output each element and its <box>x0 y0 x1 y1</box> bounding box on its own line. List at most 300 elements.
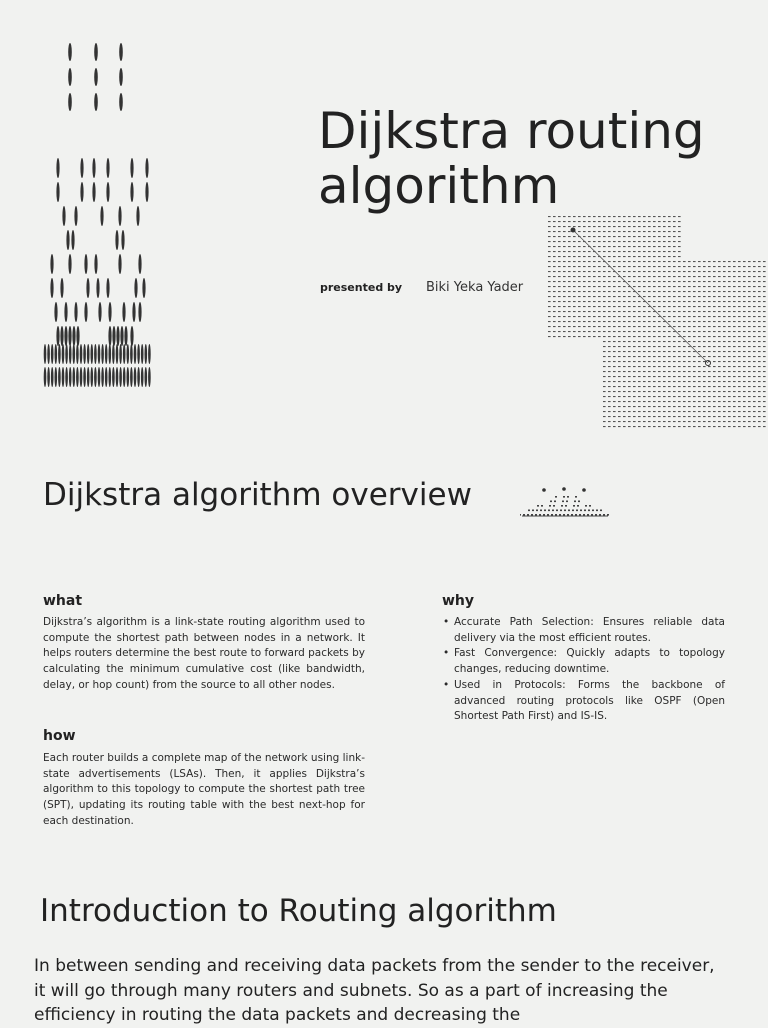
decor-dot <box>553 311 556 312</box>
decor-dot <box>713 361 716 362</box>
decor-dot <box>678 326 681 327</box>
decor-dot <box>668 311 671 312</box>
decor-dot <box>738 406 741 407</box>
decor-dot <box>553 296 556 297</box>
decor-dot <box>568 301 571 302</box>
decor-dot <box>548 281 551 282</box>
decor-dot <box>703 376 706 377</box>
decor-dot <box>558 336 561 337</box>
decor-dot <box>618 226 621 227</box>
decor-dot <box>561 505 563 507</box>
decor-ellipse <box>80 344 83 364</box>
decor-dot <box>613 261 616 262</box>
decor-dot <box>603 376 606 377</box>
decor-dot <box>663 271 666 272</box>
decor-dot <box>698 391 701 392</box>
decor-dot <box>683 386 686 387</box>
decor-dot <box>713 331 716 332</box>
decor-dot <box>633 426 636 427</box>
decor-dot <box>548 301 551 302</box>
decor-dot <box>713 296 716 297</box>
decor-dot <box>563 261 566 262</box>
decor-dot <box>618 246 621 247</box>
decor-dot <box>748 366 751 367</box>
decor-dot <box>713 346 716 347</box>
decor-ellipse <box>134 278 137 298</box>
decor-ellipse <box>68 68 72 86</box>
decor-dot <box>558 256 561 257</box>
decor-dot <box>718 336 721 337</box>
decor-dot <box>763 276 766 277</box>
decor-dot <box>628 331 631 332</box>
decor-dot <box>598 251 601 252</box>
decor-dot <box>613 376 616 377</box>
decor-dot <box>693 311 696 312</box>
decor-dot <box>548 266 551 267</box>
decor-dot <box>643 371 646 372</box>
decor-dot <box>748 346 751 347</box>
decor-dot <box>733 306 736 307</box>
decor-dot <box>713 366 716 367</box>
decor-dot <box>633 266 636 267</box>
decor-dot <box>723 331 726 332</box>
decor-dot <box>623 336 626 337</box>
decor-dot <box>743 291 746 292</box>
decor-dot <box>668 271 671 272</box>
decor-dot <box>753 266 756 267</box>
decor-dot <box>553 326 556 327</box>
decor-ellipse <box>116 344 119 364</box>
decor-dot <box>728 341 731 342</box>
decor-dot <box>713 371 716 372</box>
decor-dot <box>758 421 761 422</box>
decor-ellipse <box>148 367 151 387</box>
decor-dot <box>668 426 671 427</box>
decor-ellipse <box>105 367 108 387</box>
decor-dot <box>688 346 691 347</box>
decor-dot <box>678 216 681 217</box>
decor-dot <box>668 241 671 242</box>
decor-dot <box>713 356 716 357</box>
decor-dot <box>598 216 601 217</box>
decor-dot <box>539 514 541 516</box>
decor-dot <box>708 306 711 307</box>
decor-dot <box>658 341 661 342</box>
decor-dot <box>663 371 666 372</box>
decor-dot <box>638 256 641 257</box>
decor-dot <box>748 426 751 427</box>
decor-dot <box>553 256 556 257</box>
decor-ellipse <box>64 326 67 346</box>
decor-dot <box>563 246 566 247</box>
decor-dot <box>608 216 611 217</box>
decor-dot <box>693 316 696 317</box>
decor-dot <box>718 276 721 277</box>
decor-dot <box>758 351 761 352</box>
decor-dot <box>673 301 676 302</box>
decor-dot <box>743 381 746 382</box>
decor-dot <box>728 401 731 402</box>
decor-dot <box>563 271 566 272</box>
decor-dot <box>583 306 586 307</box>
decor-dot <box>758 301 761 302</box>
decor-dot <box>633 326 636 327</box>
decor-dot <box>713 411 716 412</box>
decor-dot <box>628 361 631 362</box>
decor-dot <box>638 221 641 222</box>
decor-dot <box>713 376 716 377</box>
decor-dot <box>673 306 676 307</box>
decor-dot <box>728 376 731 377</box>
decor-dot <box>583 301 586 302</box>
decor-dot <box>523 514 525 516</box>
decor-dot <box>608 346 611 347</box>
decor-dot <box>758 366 761 367</box>
decor-dot <box>578 271 581 272</box>
decor-dot <box>658 276 661 277</box>
decor-ellipse <box>120 326 123 346</box>
decor-dot <box>633 336 636 337</box>
decor-dot <box>678 321 681 322</box>
decor-dot <box>578 291 581 292</box>
decor-dot <box>588 316 591 317</box>
decor-dot <box>648 356 651 357</box>
decor-dot <box>673 326 676 327</box>
decor-dot <box>588 226 591 227</box>
decor-dot <box>683 391 686 392</box>
decor-dot <box>618 326 621 327</box>
decor-dot <box>613 381 616 382</box>
decor-dot <box>723 411 726 412</box>
decor-dot <box>688 421 691 422</box>
decor-dot <box>638 281 641 282</box>
decor-dot <box>658 381 661 382</box>
decor-dot <box>623 276 626 277</box>
decor-dot <box>628 271 631 272</box>
decor-dot <box>733 426 736 427</box>
decor-dot <box>608 376 611 377</box>
decor-ellipse <box>64 302 67 322</box>
decor-dot <box>598 311 601 312</box>
decor-dot <box>718 351 721 352</box>
decor-dot <box>553 286 556 287</box>
decor-dot <box>643 231 646 232</box>
decor-dot <box>593 331 596 332</box>
decor-dot <box>688 286 691 287</box>
decor-dot <box>593 321 596 322</box>
decor-dot <box>560 510 562 512</box>
decor-dot <box>703 306 706 307</box>
decor-dot <box>563 321 566 322</box>
decor-dot <box>733 416 736 417</box>
decor-dot <box>565 505 567 507</box>
decor-dot <box>588 306 591 307</box>
decor-dot <box>728 296 731 297</box>
decor-dot <box>708 381 711 382</box>
decor-dot <box>673 251 676 252</box>
decor-dot <box>573 336 576 337</box>
decor-dot <box>663 336 666 337</box>
decor-ellipse <box>92 182 95 202</box>
decor-dot <box>753 351 756 352</box>
decor-dot <box>668 341 671 342</box>
decor-dot <box>668 406 671 407</box>
decor-dot <box>563 236 566 237</box>
decor-dot <box>728 371 731 372</box>
decor-dot <box>653 396 656 397</box>
decor-dot <box>758 371 761 372</box>
decor-dot <box>584 510 586 512</box>
decor-dot <box>673 421 676 422</box>
decor-dot <box>753 411 756 412</box>
decor-dot <box>743 276 746 277</box>
decor-dot <box>643 306 646 307</box>
decor-dot <box>703 406 706 407</box>
decor-dot <box>723 321 726 322</box>
decor-dot <box>728 316 731 317</box>
decor-ellipse <box>119 367 122 387</box>
decor-dot <box>638 321 641 322</box>
decor-dot <box>753 326 756 327</box>
decor-dot <box>623 316 626 317</box>
decor-dot <box>698 406 701 407</box>
decor-dot <box>723 351 726 352</box>
decor-dot <box>763 281 766 282</box>
decor-dot <box>568 281 571 282</box>
decor-dot <box>598 321 601 322</box>
decor-dot <box>628 261 631 262</box>
decor-dot <box>558 246 561 247</box>
decor-dot <box>613 356 616 357</box>
decor-dot <box>633 351 636 352</box>
decor-dot <box>718 311 721 312</box>
decor-dot <box>708 371 711 372</box>
decor-ellipse <box>54 302 57 322</box>
decor-dot <box>598 286 601 287</box>
decor-ellipse <box>50 254 53 274</box>
decor-dot <box>673 271 676 272</box>
decor-dot <box>748 406 751 407</box>
decor-dot <box>758 396 761 397</box>
decor-dot <box>673 311 676 312</box>
decor-ellipse <box>118 206 121 226</box>
decor-ellipse <box>56 182 59 202</box>
decor-dot <box>683 336 686 337</box>
decor-dot <box>763 421 766 422</box>
decor-dot <box>668 251 671 252</box>
decor-dot <box>703 371 706 372</box>
decor-dot <box>563 256 566 257</box>
decor-dot <box>653 401 656 402</box>
decor-dot <box>693 326 696 327</box>
decor-dot <box>683 351 686 352</box>
decor-dot <box>708 326 711 327</box>
decor-dot <box>763 361 766 362</box>
decor-dot <box>643 311 646 312</box>
decor-dot <box>573 261 576 262</box>
decor-dot <box>648 216 651 217</box>
decor-dot <box>678 401 681 402</box>
decor-dot <box>633 316 636 317</box>
decor-dot <box>653 376 656 377</box>
decor-dot <box>638 231 641 232</box>
decor-dot <box>648 261 651 262</box>
decor-dot <box>748 416 751 417</box>
decor-dot <box>678 351 681 352</box>
decor-dot <box>583 226 586 227</box>
decor-dot <box>623 236 626 237</box>
decor-dot <box>713 316 716 317</box>
decor-dot <box>613 226 616 227</box>
decor-dot <box>628 321 631 322</box>
decor-ellipse <box>137 344 140 364</box>
decor-ellipse <box>58 367 61 387</box>
decor-dot <box>549 505 551 507</box>
decor-dot <box>603 246 606 247</box>
decor-dot <box>743 281 746 282</box>
decor-dot <box>578 226 581 227</box>
decor-dot <box>548 296 551 297</box>
decor-dot <box>648 321 651 322</box>
decor-dot <box>623 391 626 392</box>
decor-dot <box>568 266 571 267</box>
decor-dot <box>668 276 671 277</box>
decor-dot <box>568 231 571 232</box>
decor-dot <box>678 226 681 227</box>
decor-dot <box>673 396 676 397</box>
decor-dot <box>623 286 626 287</box>
decor-dot <box>558 216 561 217</box>
decor-dot <box>603 281 606 282</box>
decor-ellipse <box>47 344 50 364</box>
decor-dot <box>718 296 721 297</box>
decor-ellipse <box>138 302 141 322</box>
decor-dot <box>587 514 589 516</box>
decor-dot <box>663 221 666 222</box>
decor-dot <box>663 346 666 347</box>
decor-dot <box>613 246 616 247</box>
decor-dot <box>718 376 721 377</box>
decor-dot <box>583 276 586 277</box>
decor-dot <box>648 301 651 302</box>
decor-dot <box>643 296 646 297</box>
decor-dot <box>553 291 556 292</box>
decor-ellipse <box>71 230 74 250</box>
decor-dot <box>658 221 661 222</box>
decor-dot <box>758 281 761 282</box>
decor-dot <box>628 296 631 297</box>
decor-dot <box>708 386 711 387</box>
decor-dot <box>593 286 596 287</box>
decor-dot <box>738 336 741 337</box>
decor-dot <box>708 411 711 412</box>
decor-dot <box>653 286 656 287</box>
decor-dot <box>733 421 736 422</box>
decor-dot <box>573 291 576 292</box>
decor-dot <box>688 361 691 362</box>
decor-dot <box>758 331 761 332</box>
decor-ellipse <box>121 230 124 250</box>
decor-dot <box>728 351 731 352</box>
decor-dot <box>593 326 596 327</box>
decor-dot <box>713 276 716 277</box>
decor-dot <box>678 241 681 242</box>
decor-dot <box>648 241 651 242</box>
decor-dot <box>618 366 621 367</box>
decor-dot <box>678 266 681 267</box>
decor-dot <box>598 226 601 227</box>
decor-dot <box>618 231 621 232</box>
decor-dot <box>583 321 586 322</box>
decor-dot <box>708 351 711 352</box>
why-list-item <box>442 615 725 646</box>
decor-dot <box>643 336 646 337</box>
decor-dot <box>698 381 701 382</box>
decor-dot <box>723 401 726 402</box>
decor-dot <box>663 411 666 412</box>
decor-dot <box>633 401 636 402</box>
decor-dot <box>548 311 551 312</box>
decor-dot <box>583 326 586 327</box>
decor-dot <box>553 306 556 307</box>
decor-dot <box>628 236 631 237</box>
decor-dot <box>593 276 596 277</box>
decor-dot <box>573 276 576 277</box>
decor-dot <box>663 386 666 387</box>
decor-dot <box>748 301 751 302</box>
decor-ellipse <box>112 367 115 387</box>
decor-dot <box>623 216 626 217</box>
decor-dot <box>748 311 751 312</box>
decor-dot <box>623 401 626 402</box>
decor-dot <box>608 361 611 362</box>
decor-ellipse <box>119 68 123 86</box>
decor-dot <box>653 391 656 392</box>
decor-dot <box>603 286 606 287</box>
decor-dot <box>558 316 561 317</box>
decor-dot <box>537 505 539 507</box>
decor-dot <box>628 416 631 417</box>
decor-dot <box>718 366 721 367</box>
decor-dot <box>748 321 751 322</box>
decor-dot <box>653 356 656 357</box>
decor-dot <box>613 256 616 257</box>
decor-dot <box>563 296 566 297</box>
decor-dot <box>653 316 656 317</box>
decor-dot <box>563 331 566 332</box>
decor-dot <box>758 386 761 387</box>
decor-dot <box>633 381 636 382</box>
decor-dot <box>563 216 566 217</box>
decor-dot <box>728 386 731 387</box>
decor-ellipse <box>123 344 126 364</box>
decor-dot <box>678 256 681 257</box>
decor-dot <box>578 251 581 252</box>
decor-dot <box>678 386 681 387</box>
decor-dot <box>763 311 766 312</box>
decor-ellipse <box>127 344 130 364</box>
decor-dot <box>648 361 651 362</box>
decor-dot <box>758 306 761 307</box>
decor-dot <box>753 316 756 317</box>
decor-dot <box>548 510 550 512</box>
decor-dot <box>520 514 521 516</box>
decor-dot <box>718 401 721 402</box>
decor-dot <box>603 301 606 302</box>
decor-dot <box>568 306 571 307</box>
decor-dot <box>603 291 606 292</box>
decor-dot <box>618 421 621 422</box>
